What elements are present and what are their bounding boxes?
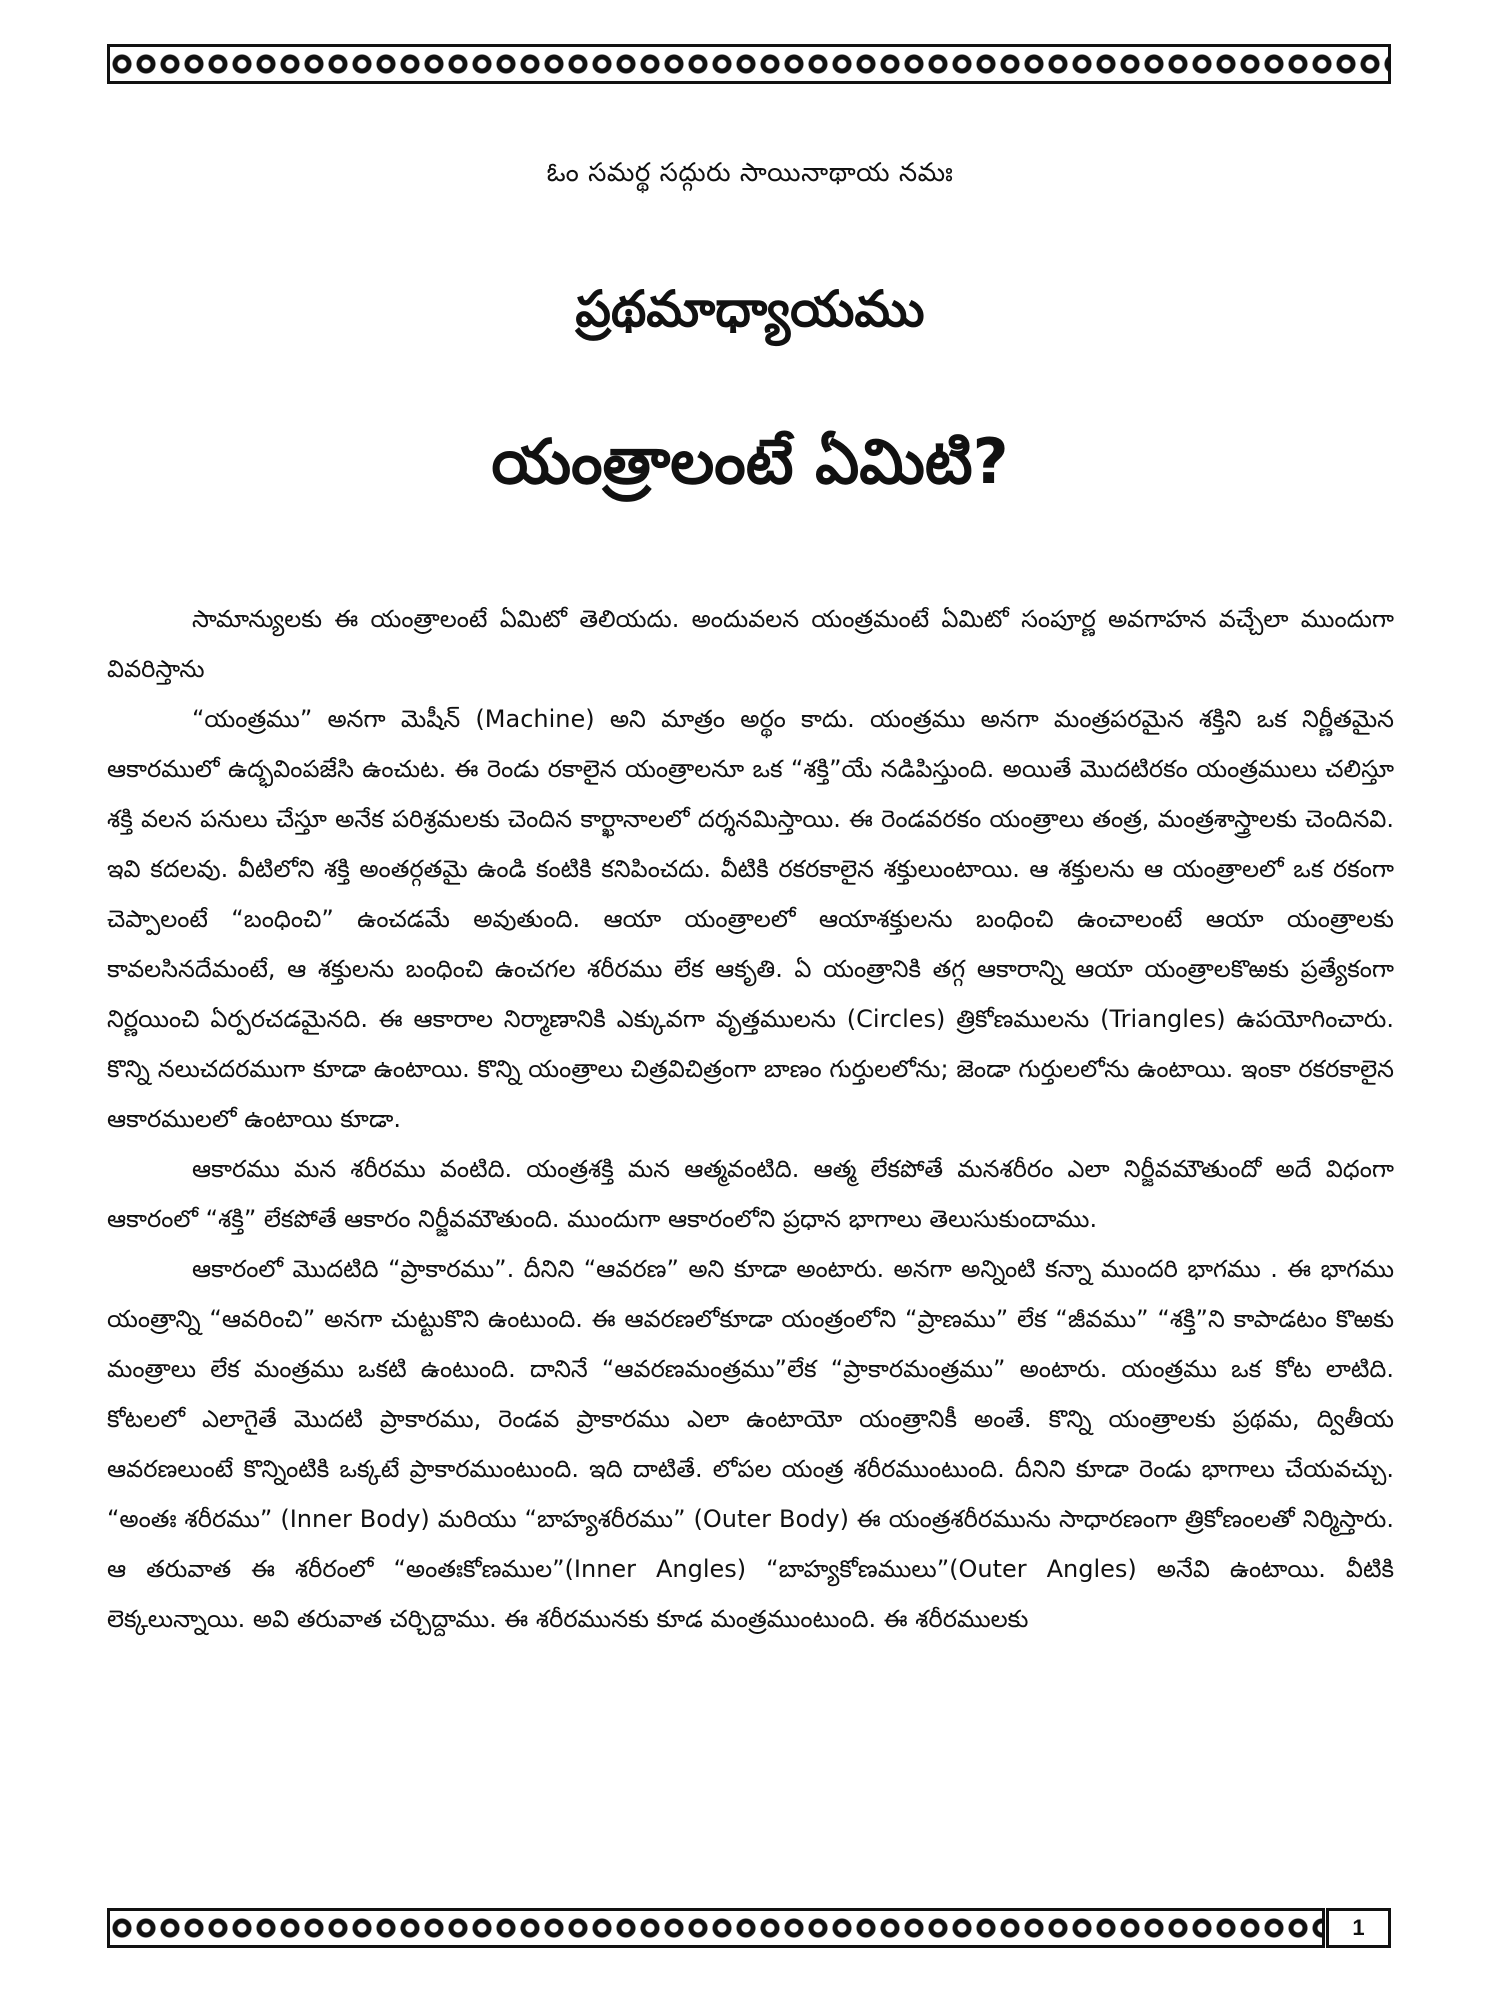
paragraph: ఆకారంలో మొదటిది “ప్రాకారము”. దీనిని “ఆవరణ” అని కూడా అంటారు. అనగా అన్నింటి కన్నా ముందరి భాగము . ఈ భాగము యంత్రాన్ని “ఆవరించి” అనగా చుట్టుకొని ఉంటుంది. ఈ ఆవరణలోకూడా యంత్రంలోని “ప్రాణము” లేక “జీవము” “శక్తి”ని కాపాడటం కొఱకు మంత్రాలు లేక మంత్రము ఒకటి ఉంటుంది. దానినే “ఆవరణమంత్రము”లేక “ప్రాకారమంత్రము” అంటారు. యంత్రము ఒక కోట లాటిది. కోటలలో ఎలాగైతే మొదటి ప్రాకారము, రెండవ ప్రాకారము ఎలా ఉంటాయో యంత్రానికీ అంతే. కొన్ని యంత్రాలకు ప్రథమ, ద్వితీయ ఆవరణలుంటే కొన్నింటికి ఒక్కటే ప్రాకారముంటుంది. ఇది దాటితే. లోపల యంత్ర శరీరముంటుంది. దీనిని కూడా రెండు భాగాలు చేయవచ్చు. “అంతః శరీరము” (Inner Body) మరియు “బాహ్యశరీరము” (Outer Body) ఈ యంత్రశరీరమును సాధారణంగా త్రికోణంలతో నిర్మిస్తారు. ఆ తరువాత ఈ శరీరంలో “అంతఃకోణముల”(Inner Angles) “బాహ్యకోణములు”(Outer Angles) అనేవి ఉంటాయి. వీటికి లెక్కలున్నాయి. అవి తరువాత చర్చిద్దాము. ఈ శరీరమునకు కూడ మంత్రముంటుంది. ఈ శరీరములకు [107,1255,1394,1633]
bottom-decorative-border [107,1908,1325,1948]
paragraph: ఆకారము మన శరీరము వంటిది. యంత్రశక్తి మన ఆత్మవంటిది. ఆత్మ లేకపోతే మనశరీరం ఎలా నిర్జీవమౌతుందో అదే విధంగా ఆకారంలో “శక్తి” లేకపోతే ఆకారం నిర్జీవమౌతుంది. ముందుగా ఆకారంలోని ప్రధాన భాగాలు తెలుసుకుందాము. [107,1155,1394,1233]
paragraph: “యంత్రము” అనగా మెషీన్ (Machine) అని మాత్రం అర్థం కాదు. యంత్రము అనగా మంత్రపరమైన శక్తిని ఒక నిర్ణీతమైన ఆకారములో ఉద్భవింపజేసి ఉంచుట. ఈ రెండు రకాలైన యంత్రాలనూ ఒక “శక్తి”యే నడిపిస్తుంది. అయితే మొదటిరకం యంత్రములు చలిస్తూ శక్తి వలన పనులు చేస్తూ అనేక పరిశ్రమలకు చెందిన కార్ఖానాలలో దర్శనమిస్తాయి. ఈ రెండవరకం యంత్రాలు తంత్ర, మంత్రశాస్త్రాలకు చెందినవి. ఇవి కదలవు. వీటిలోని శక్తి అంతర్గతమై ఉండి కంటికి కనిపించదు. వీటికి రకరకాలైన శక్తులుంటాయి. ఆ శక్తులను ఆ యంత్రాలలో ఒక రకంగా చెప్పాలంటే “బంధించి” ఉంచడమే అవుతుంది. ఆయా యంత్రాలలో ఆయాశక్తులను బంధించి ఉంచాలంటే ఆయా యంత్రాలకు కావలసినదేమంటే, ఆ శక్తులను బంధించి ఉంచగల శరీరము లేక ఆకృతి. ఏ యంత్రానికి తగ్గ ఆకారాన్ని ఆయా యంత్రాలకొఱకు ప్రత్యేకంగా నిర్ణయించి ఏర్పరచడమైనది. ఈ ఆకారాల నిర్మాణానికి ఎక్కువగా వృత్తములను (Circles) త్రికోణములను (Triangles) ఉపయోగించారు. కొన్ని నలుచదరముగా కూడా ఉంటాయి. కొన్ని యంత్రాలు చిత్రవిచిత్రంగా బాణం గుర్తులలోను; జెండా గుర్తులలోను ఉంటాయి. ఇంకా రకరకాలైన ఆకారములలో ఉంటాయి కూడా. [107,705,1394,1133]
page-title: యంత్రాలంటే ఏమిటి? [491,425,1009,498]
paragraph: సామాన్యులకు ఈ యంత్రాలంటే ఏమిటో తెలియదు. అందువలన యంత్రమంటే ఏమిటో సంపూర్ణ అవగాహన వచ్చేలా ముందుగా వివరిస్తాను [107,605,1394,683]
page-number: 1 [1326,1908,1391,1948]
invocation-line: ఓం సమర్థ సద్గురు సాయినాథాయ నమః [546,158,954,188]
chapter-title: ప్రథమాధ్యాయము [575,280,925,338]
body-text [107,594,1394,1644]
top-decorative-border [107,44,1391,84]
